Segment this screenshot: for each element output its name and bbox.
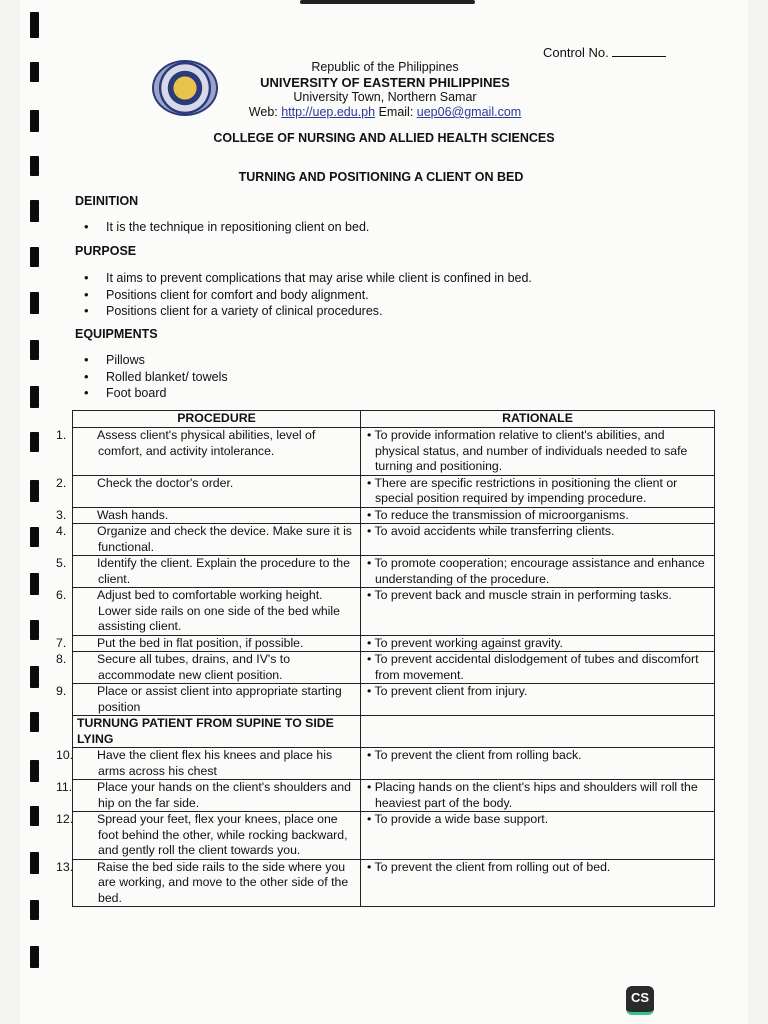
procedure-table (56, 410, 715, 907)
binding-mark (30, 620, 39, 640)
table-row: 1. Assess client's physical abilities, level of comfort, and activity intolerance. • To provide information relative to client's abilities, and physical status, and number of individuals needed to safe turning and positioning. (73, 428, 715, 476)
web-label: Web: (248, 105, 278, 119)
contact-line (215, 105, 555, 120)
web-link[interactable]: http://uep.edu.ph (281, 105, 376, 119)
rationale-text: To promote cooperation; encourage assistance and enhance understanding of the procedure. (374, 556, 705, 586)
rationale-column-header: RATIONALE (361, 411, 715, 428)
binding-mark (30, 200, 39, 222)
rationale-text: Placing hands on the client's hips and shoulders will roll the heaviest part of the body. (374, 780, 698, 810)
control-label: Control No. (543, 45, 609, 60)
letterhead (215, 60, 555, 120)
procedure-text: Place your hands on the client's shoulders and hip on the far side. (97, 780, 351, 810)
rationale-text: To prevent accidental dislodgement of tubes and discomfort from movement. (374, 652, 699, 682)
table-header-row (73, 411, 715, 428)
procedure-text: Place or assist client into appropriate starting position (97, 684, 342, 714)
procedure-column-header: PROCEDURE (73, 411, 361, 428)
republic-line: Republic of the Philippines (311, 60, 459, 74)
rationale-text: To prevent the client from rolling back. (374, 748, 582, 762)
rationale-text: To prevent client from injury. (374, 684, 528, 698)
table-row: 12. Spread your feet, flex your knees, place one foot behind the other, while rocking backward, and gently roll the client towards you. • To provide a wide base support. (73, 812, 715, 860)
binding-mark (30, 62, 39, 82)
scan-edge-mark (300, 0, 475, 4)
list-item: • It is the technique in repositioning client on bed. (84, 219, 369, 236)
step-number: 6. (56, 588, 67, 602)
rationale-text: To provide a wide base support. (374, 812, 549, 826)
list-item: • It aims to prevent complications that may arise while client is confined in bed. (84, 270, 532, 287)
rationale-text: To reduce the transmission of microorganisms. (374, 507, 629, 522)
binding-mark (30, 527, 39, 547)
table-subheading-row (73, 716, 715, 748)
step-number: 4. (56, 524, 67, 538)
binding-mark (30, 946, 39, 968)
procedure-text: Identify the client. Explain the procedure to the client. (97, 556, 350, 586)
step-number: 10. (56, 748, 74, 762)
table-row: 13. Raise the bed side rails to the side where you are working, and move to the other side of the bed. • To prevent the client from rolling out of bed. (73, 859, 715, 907)
binding-mark (30, 666, 39, 688)
purpose-list (84, 270, 532, 320)
procedure-text: Wash hands. (97, 507, 169, 522)
table-row: 6. Adjust bed to comfortable working height. Lower side rails on one side of the bed while assisting client. • To prevent back and muscle strain in performing tasks. (73, 588, 715, 636)
binding-mark (30, 340, 39, 360)
definition-list (84, 219, 369, 236)
procedure-text: Check the doctor's order. (97, 475, 234, 490)
rationale-text: To prevent working against gravity. (374, 635, 563, 650)
control-number (543, 44, 666, 60)
table-row: 9. Place or assist client into appropriate starting position • To prevent client from injury. (73, 684, 715, 716)
procedure-text: Have the client flex his knees and place his arms across his chest (97, 748, 333, 778)
list-item: • Rolled blanket/ towels (84, 369, 228, 386)
college-name: COLLEGE OF NURSING AND ALLIED HEALTH SCIENCES (213, 131, 555, 145)
equipments-heading: EQUIPMENTS (75, 327, 158, 341)
rationale-text: To avoid accidents while transferring clients. (374, 524, 615, 538)
table-row: 4. Organize and check the device. Make sure it is functional. • To avoid accidents while transferring clients. (73, 524, 715, 556)
email-link[interactable]: uep06@gmail.com (416, 105, 522, 119)
university-address: University Town, Northern Samar (293, 90, 477, 104)
binding-mark (30, 292, 39, 314)
email-label: Email: (378, 105, 414, 119)
section-subheading: TURNUNG PATIENT FROM SUPINE TO SIDE LYING (73, 716, 361, 748)
binding-mark (30, 760, 39, 782)
list-item: • Pillows (84, 352, 228, 369)
binding-mark (30, 712, 39, 732)
step-number: 7. (56, 635, 67, 650)
binding-mark (30, 247, 39, 267)
procedure-text: Organize and check the device. Make sure it is functional. (97, 524, 352, 554)
procedure-text: Put the bed in flat position, if possible. (97, 635, 304, 650)
rationale-text: To prevent back and muscle strain in performing tasks. (374, 588, 672, 602)
procedure-text: Secure all tubes, drains, and IV's to accommodate new client position. (97, 652, 291, 682)
control-number-blank (612, 44, 666, 57)
step-number: 9. (56, 684, 67, 698)
table-row: 7. Put the bed in flat position, if possible. • To prevent working against gravity. (73, 635, 715, 652)
purpose-heading: PURPOSE (75, 244, 137, 258)
step-number: 12. (56, 812, 74, 826)
step-number: 5. (56, 556, 67, 570)
binding-mark (30, 110, 39, 132)
binding-mark (30, 852, 39, 874)
procedure-text: Raise the bed side rails to the side where you are working, and move to the other side of the bed. (97, 859, 349, 905)
university-seal-logo (152, 60, 218, 116)
definition-heading: DEINITION (75, 194, 139, 208)
list-item: • Positions client for comfort and body alignment. (84, 287, 532, 304)
list-item: • Positions client for a variety of clinical procedures. (84, 303, 532, 320)
binding-mark (30, 432, 39, 452)
binding-mark (30, 480, 39, 502)
table-row: 10. Have the client flex his knees and place his arms across his chest • To prevent the client from rolling back. (73, 748, 715, 780)
binding-mark (30, 12, 39, 38)
table-row: 2. Check the doctor's order. • There are specific restrictions in positioning the client or special position required by impending procedure. (73, 475, 715, 507)
rationale-text: There are specific restrictions in positioning the client or special position required by impending procedure. (374, 475, 678, 505)
table-row: 11. Place your hands on the client's shoulders and hip on the far side. • Placing hands on the client's hips and shoulders will roll the heaviest part of the body. (73, 780, 715, 812)
table-row: 8. Secure all tubes, drains, and IV's to accommodate new client position. • To prevent accidental dislodgement of tubes and discomfort from movement. (73, 652, 715, 684)
rationale-text: To provide information relative to client's abilities, and physical status, and number of individuals needed to safe turning and positioning. (374, 428, 688, 473)
university-name: UNIVERSITY OF EASTERN PHILIPPINES (260, 75, 510, 90)
procedure-text: Assess client's physical abilities, level of comfort, and activity intolerance. (97, 428, 316, 458)
step-number: 3. (56, 507, 67, 522)
binding-mark (30, 900, 39, 920)
list-item: • Foot board (84, 385, 228, 402)
step-number: 1. (56, 428, 67, 442)
procedure-text: Spread your feet, flex your knees, place one foot behind the other, while rocking backward, and gently roll the client towards you. (97, 812, 348, 857)
procedure-text: Adjust bed to comfortable working height. Lower side rails on one side of the bed while assisting client. (97, 588, 340, 633)
binding-mark (30, 386, 39, 408)
table-row: 3. Wash hands. • To reduce the transmission of microorganisms. (73, 507, 715, 524)
step-number: 8. (56, 652, 67, 666)
binding-mark (30, 573, 39, 595)
step-number: 2. (56, 475, 67, 490)
table-row: 5. Identify the client. Explain the procedure to the client. • To promote cooperation; encourage assistance and enhance understanding of the procedure. (73, 556, 715, 588)
rationale-text: To prevent the client from rolling out of bed. (374, 859, 611, 874)
binding-mark (30, 806, 39, 826)
step-number: 11. (56, 780, 73, 794)
step-number: 13. (56, 859, 74, 874)
equipments-list (84, 352, 228, 402)
camscanner-logo: CS (626, 986, 654, 1015)
document-title: TURNING AND POSITIONING A CLIENT ON BED (238, 170, 524, 184)
